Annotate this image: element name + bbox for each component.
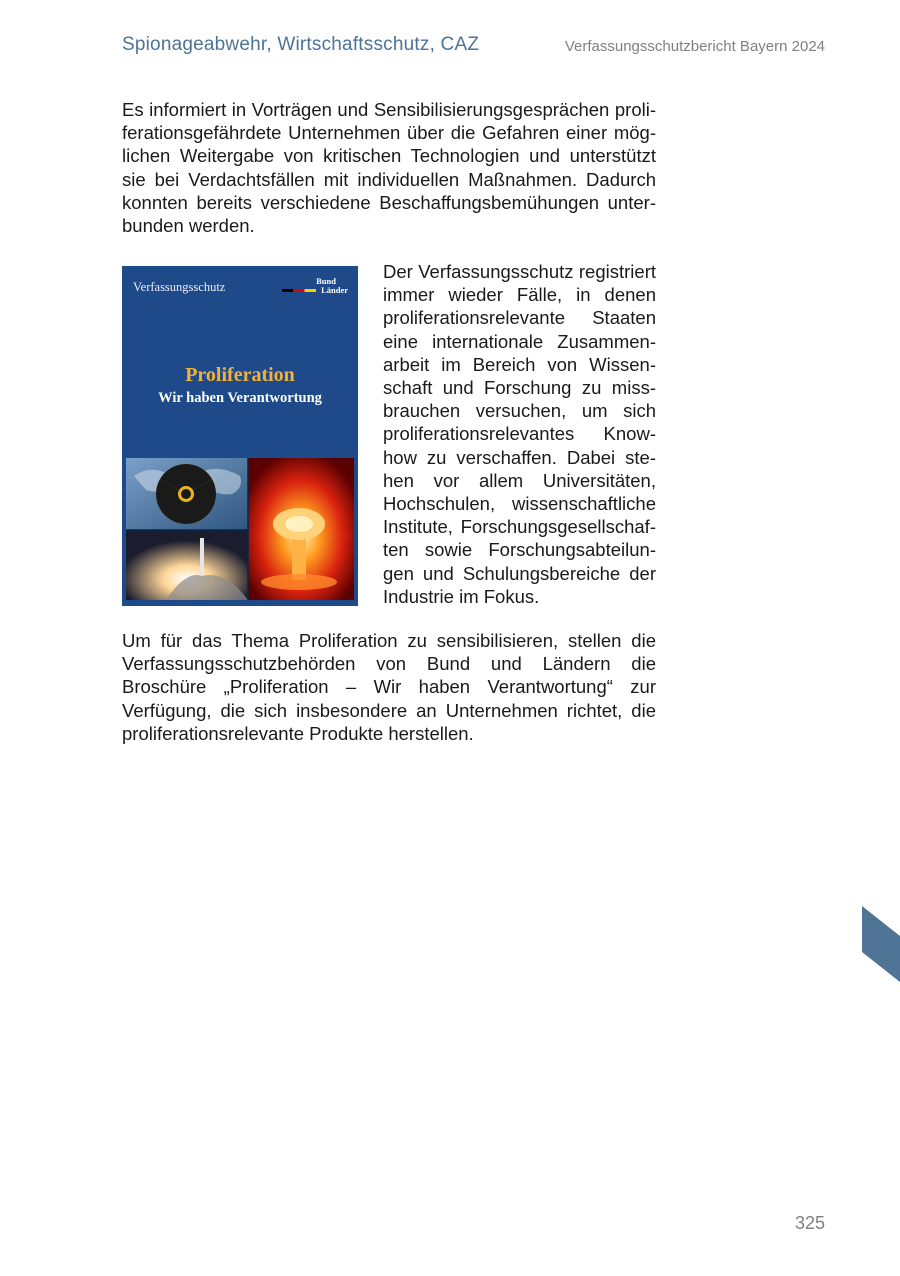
cover-photo-collage (126, 458, 354, 600)
brochure-cover-image (122, 266, 358, 606)
section-title: Spionageabwehr, Wirtschaftsschutz, CAZ (122, 34, 480, 55)
cover-subtitle: Wir haben Verantwortung (158, 390, 322, 406)
bund-laender-badge (282, 277, 348, 299)
cover-publisher: Verfassungsschutz (133, 280, 226, 294)
badge-laender-label: Länder (321, 285, 348, 295)
badge-bund-label: Bund (316, 276, 336, 286)
chapter-tab-marker (862, 906, 900, 982)
page-number: 325 (794, 1213, 825, 1233)
mushroom-cloud-icon (248, 458, 354, 600)
cover-title: Proliferation (185, 364, 295, 386)
rocket-launch-icon (126, 530, 248, 600)
report-title: Verfassungsschutzbericht Bayern 2024 (564, 38, 825, 55)
paragraph-brochure: Um für das Thema Proliferation zu sensibilisieren, stellen die Verfassungsschutzbehörden von Bund und Ländern die Broschüre „Proliferation – Wir haben Verantwortung“ zur Verfügung, die sich insbesondere an Unternehmen richtet, die proliferationsrelevante Produkte herstellen. (122, 630, 656, 744)
radiation-symbol-icon (126, 458, 248, 532)
german-flag-stripe (282, 289, 316, 292)
paragraph-intro: Es informiert in Vorträgen und Sensibilisierungsgesprächen proliferationsgefährdete Unternehmen über die Gefahren einer möglichen Weitergabe von kritischen Technologien und unterstützt sie bei Verdachtsfällen mit individuellen Maßnahmen. Dadurch konnten bereits verschiedene Beschaffungsbemühungen unterbunden werden. (122, 99, 656, 237)
paragraph-academic-cooperation: Der Verfassungsschutz registriert immer wieder Fälle, in denen proliferationsrelevante Staaten eine internationale Zusammenarbeit im Bereich von Wissenschaft und Forschung zu missbrauchen versuchen, um sich proliferationsrelevantes Know-how zu verschaffen. Dabei stehen vor allem Universitäten, Hochschulen, wissenschaftliche Institute, Forschungsgesellschaften sowie Forschungsabteilungen und Schulungsbereiche der Industrie im Fokus. (383, 261, 656, 607)
